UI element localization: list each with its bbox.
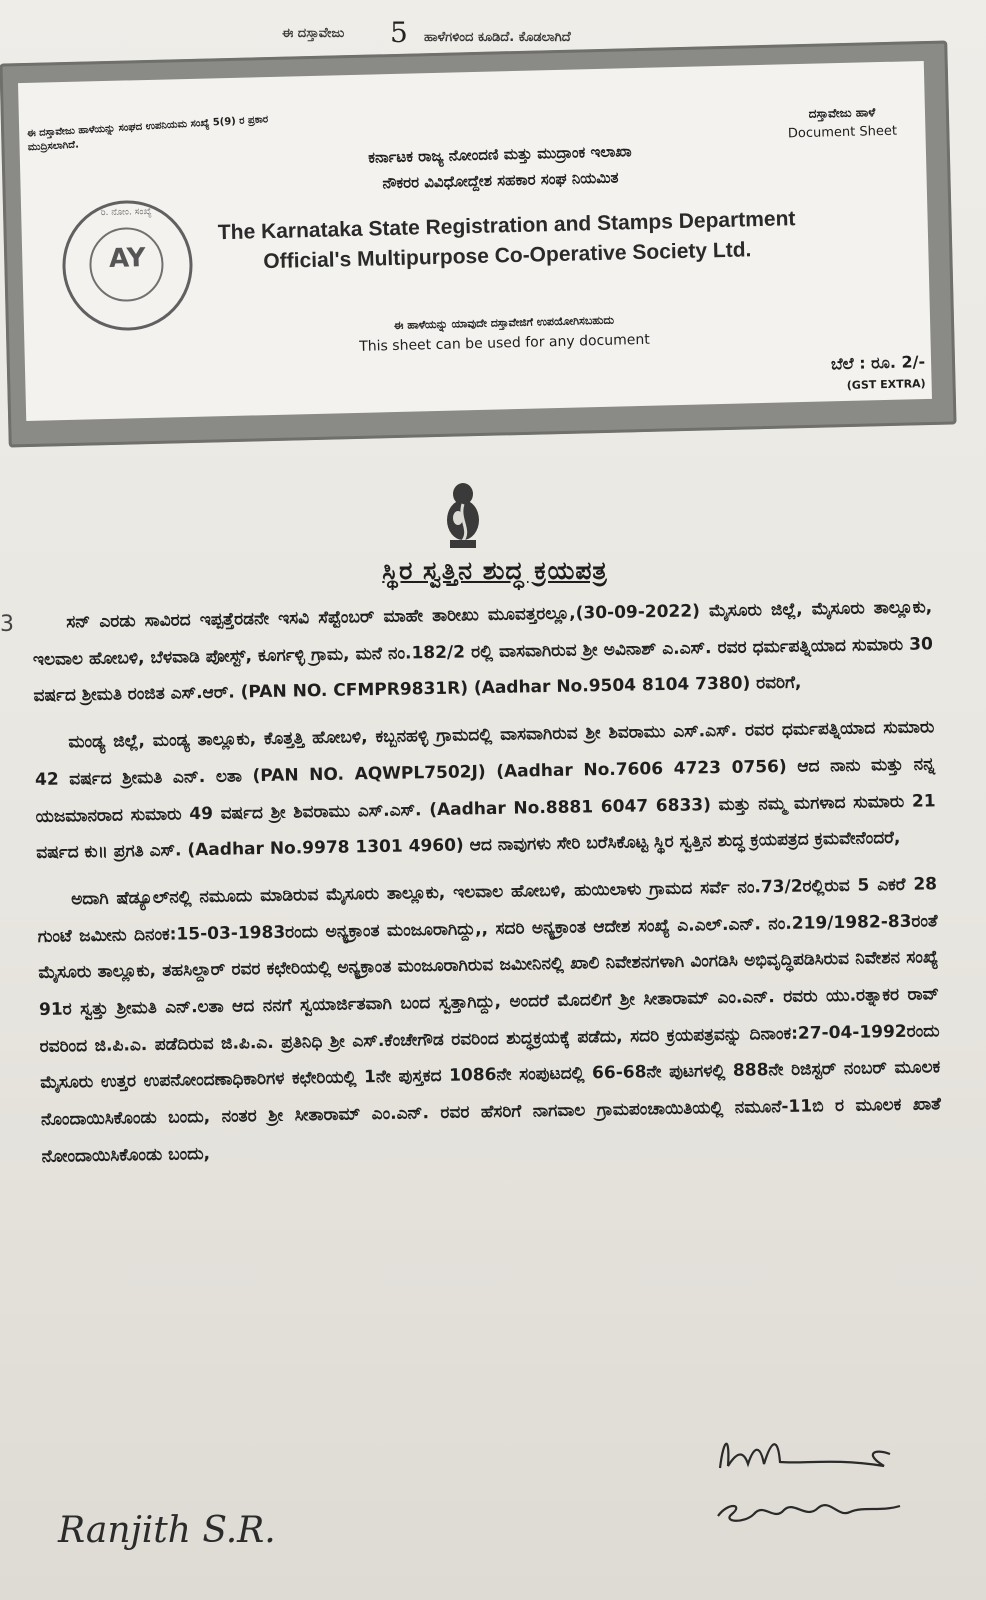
society-title-kn-line2: ನೌಕರರ ವಿವಿಧೋದ್ದೇಶ ಸಹಕಾರ ಸಂಘ ನಿಯಮಿತ [382, 168, 619, 193]
document-sheet-label-en: Document Sheet [787, 123, 898, 142]
price-value: ಬೆಲೆ : ರೂ. 2/- [830, 352, 926, 374]
gst-note: (GST EXTRA) [846, 377, 926, 392]
deed-paragraph-3: ಅದಾಗಿ ಷೆಡ್ಯೂಲ್‌ನಲ್ಲಿ ನಮೂದು ಮಾಡಿರುವ ಮೈಸೂರು ತಾಲ್ಲೂಕು, ಇಲವಾಲ ಹೋಬಳಿ, ಹುಯಿಲಾಳು ಗ್ರಾಮದ ಸರ್ವೆ ನಂ.73/2ರಲ್ಲಿರುವ 5 ಎಕರೆ 28 ಗುಂಟೆ ಜಮೀನು ದಿನಂಕ:15-03-1983ರಂದು ಅನ್ಯಕ್ರಾಂತ ಮಂಜೂರಾಗಿದ್ದು,, ಸದರಿ ಅನ್ಯಕ್ರಾಂತ ಆದೇಶ ಸಂಖ್ಯೆ ಎ.ಎಲ್.ಎನ್. ನಂ.219/1982-83ರಂತೆ ಮೈಸೂರು ತಾಲ್ಲೂಕು, ತಹಸಿಲ್ದಾರ್ ರವರ ಕಛೇರಿಯಲ್ಲಿ ಅನ್ಯಕ್ರಾಂತ ಮಂಜೂರಾಗಿರುವ ಜಮೀನಿನಲ್ಲಿ ಖಾಲಿ ನಿವೇಶನಗಳಾಗಿ ವಿಂಗಡಿಸಿ ಅಭಿವೃದ್ಧಿಪಡಿಸಿರುವ ನಿವೇಶನ ಸಂಖ್ಯೆ 91ರ ಸ್ವತ್ತು ಶ್ರೀಮತಿ ಎನ್.ಲತಾ ಆದ ನನಗೆ ಸ್ವಯಾರ್ಜಿತವಾಗಿ ಬಂದ ಸ್ವತ್ತಾಗಿದ್ದು, ಅಂದರೆ ಮೊದಲಿಗೆ ಶ್ರೀ ಸೀತಾರಾಮ್ ಎಂ.ಎನ್. ರವರು ಯು.ರತ್ನಾಕರ ರಾವ್ ರವರಿಂದ ಜಿ.ಪಿ.ಎ. ಪಡೆದಿರುವ ಜಿ.ಪಿ.ಎ. ಪ್ರತಿನಿಧಿ ಶ್ರೀ ಎಸ್.ಕೆಂಚೇಗೌಡ ರವರಿಂದ ಶುದ್ಧಕ್ರಯಕ್ಕೆ ಪಡೆದು, ಸದರಿ ಕ್ರಯಪತ್ರವನ್ನು ದಿನಾಂಕ:27-04-1992ರಂದು ಮೈಸೂರು ಉತ್ತರ ಉಪನೋಂದಣಾಧಿಕಾರಿಗಳ ಕಛೇರಿಯಲ್ಲಿ 1ನೇ ಪುಸ್ತಕದ 1086ನೇ ಸಂಪುಟದಲ್ಲಿ 66-68ನೇ ಪುಟಗಳಲ್ಲಿ 888ನೇ ರಿಜಿಸ್ಟರ್ ನಂಬರ್ ಮೂಲಕ ನೊಂದಾಯಿಸಿಕೊಂಡು ಬಂದು, ನಂತರ ಶ್ರೀ ಸೀತಾರಾಮ್ ಎಂ.ಎನ್. ರವರ ಹೆಸರಿಗೆ ನಾಗವಾಲ ಗ್ರಾಮಪಂಚಾಯಿತಿಯಲ್ಲಿ ನಮೂನೆ-11ಬಿ ರ ಮೂಲಕ ಖಾತೆ ನೋಂದಾಯಿಸಿಕೊಂಡು ಬಂದು, [37, 874, 942, 1167]
usage-note [304, 308, 705, 358]
document-title: ಸ್ಥಿರ ಸ್ವತ್ತಿನ ಶುದ್ಧ ಕ್ರಯಪತ್ರ [382, 556, 608, 585]
society-title-en [206, 204, 807, 279]
deed-paragraph-2: ಮಂಡ್ಯ ಜಿಲ್ಲೆ, ಮಂಡ್ಯ ತಾಲ್ಲೂಕು, ಕೊತ್ತತ್ತಿ ಹೋಬಳಿ, ಕಬ್ಬನಹಳ್ಳಿ ಗ್ರಾಮದಲ್ಲಿ ವಾಸವಾಗಿರುವ ಶ್ರೀ ಶಿವರಾಮು ಎಸ್.ಎಸ್. ರವರ ಧರ್ಮಪತ್ನಿಯಾದ ಸುಮಾರು 42 ವರ್ಷದ ಶ್ರೀಮತಿ ಎನ್. ಲತಾ (PAN NO. AQWPL7502J) (Aadhar No.7606 4723 0756) ಆದ ನಾನು ಮತ್ತು ನನ್ನ ಯಜಮಾನರಾದ ಸುಮಾರು 49 ವರ್ಷದ ಶ್ರೀ ಶಿವರಾಮು ಎಸ್.ಎಸ್. (Aadhar No.8881 6047 6833) ಮತ್ತು ನಮ್ಮ ಮಗಳಾದ ಸುಮಾರು 21 ವರ್ಷದ ಕು॥ ಪ್ರಗತಿ ಎಸ್. (Aadhar No.9978 1301 4960) ಆದ ನಾವುಗಳು ಸೇರಿ ಬರೆಸಿಕೊಟ್ಟ ಸ್ಥಿರ ಸ್ವತ್ತಿನ ಶುದ್ಧ ಕ್ರಯಪತ್ರದ ಕ್ರಮವೇನೆಂದರೆ, [34, 717, 936, 864]
document-sheet-label [767, 101, 918, 145]
usage-note-en: This sheet can be used for any document [359, 331, 650, 355]
society-title-en-line2: Official's Multipurpose Co-Operative Society Ltd. [263, 238, 752, 274]
society-title-kn-line1: ಕರ್ನಾಟಕ ರಾಜ್ಯ ನೋಂದಣಿ ಮತ್ತು ಮುದ್ರಾಂಕ ಇಲಾಖಾ [368, 142, 632, 167]
bylaw-note: ಈ ದಸ್ತಾವೇಜು ಹಾಳೆಯನ್ನು ಸಂಘದ ಉಪನಿಯಮ ಸಂಖ್ಯೆ 5(9) ರ ಪ್ರಕಾರ ಮುದ್ರಿಸಲಾಗಿದೆ. [26, 114, 269, 154]
margin-mark: 3 [0, 612, 14, 637]
seal-ring-text: ರಿ. ನೋಂ. ಸಂಖ್ಯೆ [100, 206, 152, 219]
society-title-en-line1: The Karnataka State Registration and Stamps Department [217, 207, 796, 245]
seller-signature-1 [714, 1428, 894, 1478]
sheet-price [785, 351, 926, 398]
buyer-signature: Ranjith S.R. [58, 1510, 276, 1551]
ganesha-emblem-icon [438, 480, 488, 552]
page-count-label: ಈ ದಸ್ತಾವೇಜು [282, 26, 345, 41]
page-count-value: 5 [390, 16, 408, 49]
page-count-suffix: ಹಾಳೆಗಳಿಂದ ಕೂಡಿದೆ. ಕೊಡಲಾಗಿದೆ [424, 30, 571, 45]
seal-monogram: AY [108, 243, 146, 274]
document-sheet-header [4, 52, 952, 436]
society-title-kn [270, 136, 731, 199]
deed-body [32, 589, 942, 1185]
deed-paragraph-1: ಸನ್ ಎರಡು ಸಾವಿರದ ಇಪ್ಪತ್ತೆರಡನೇ ಇಸವಿ ಸೆಪ್ಟೆಂಬರ್ ಮಾಹೇ ತಾರೀಖು ಮೂವತ್ತರಲ್ಲೂ,(30-09-2022) ಮೈಸೂರು ಜಿಲ್ಲೆ, ಮೈಸೂರು ತಾಲ್ಲೂಕು, ಇಲವಾಲ ಹೋಬಳಿ, ಬೆಳವಾಡಿ ಪೋಸ್ಟ್, ಕೂರ್ಗಳ್ಳಿ ಗ್ರಾಮ, ಮನೆ ನಂ.182/2 ರಲ್ಲಿ ವಾಸವಾಗಿರುವ ಶ್ರೀ ಅವಿನಾಶ್ ಎ.ಎಸ್. ರವರ ಧರ್ಮಪತ್ನಿಯಾದ ಸುಮಾರು 30 ವರ್ಷದ ಶ್ರೀಮತಿ ರಂಜಿತ ಎಸ್.ಆರ್. (PAN NO. CFMPR9831R) (Aadhar No.9504 8104 7380) ರವರಿಗೆ, [32, 597, 933, 707]
header-inner [18, 61, 932, 421]
document-sheet-label-kn: ದಸ್ತಾವೇಜು ಹಾಳೆ [808, 105, 876, 121]
society-seal [61, 199, 194, 332]
usage-note-kn: ಈ ಹಾಳೆಯನ್ನು ಯಾವುದೇ ದಸ್ತಾವೇಜಿಗೆ ಉಪಯೋಗಿಸಬಹುದು [393, 313, 615, 333]
seller-signature-2 [714, 1492, 904, 1532]
